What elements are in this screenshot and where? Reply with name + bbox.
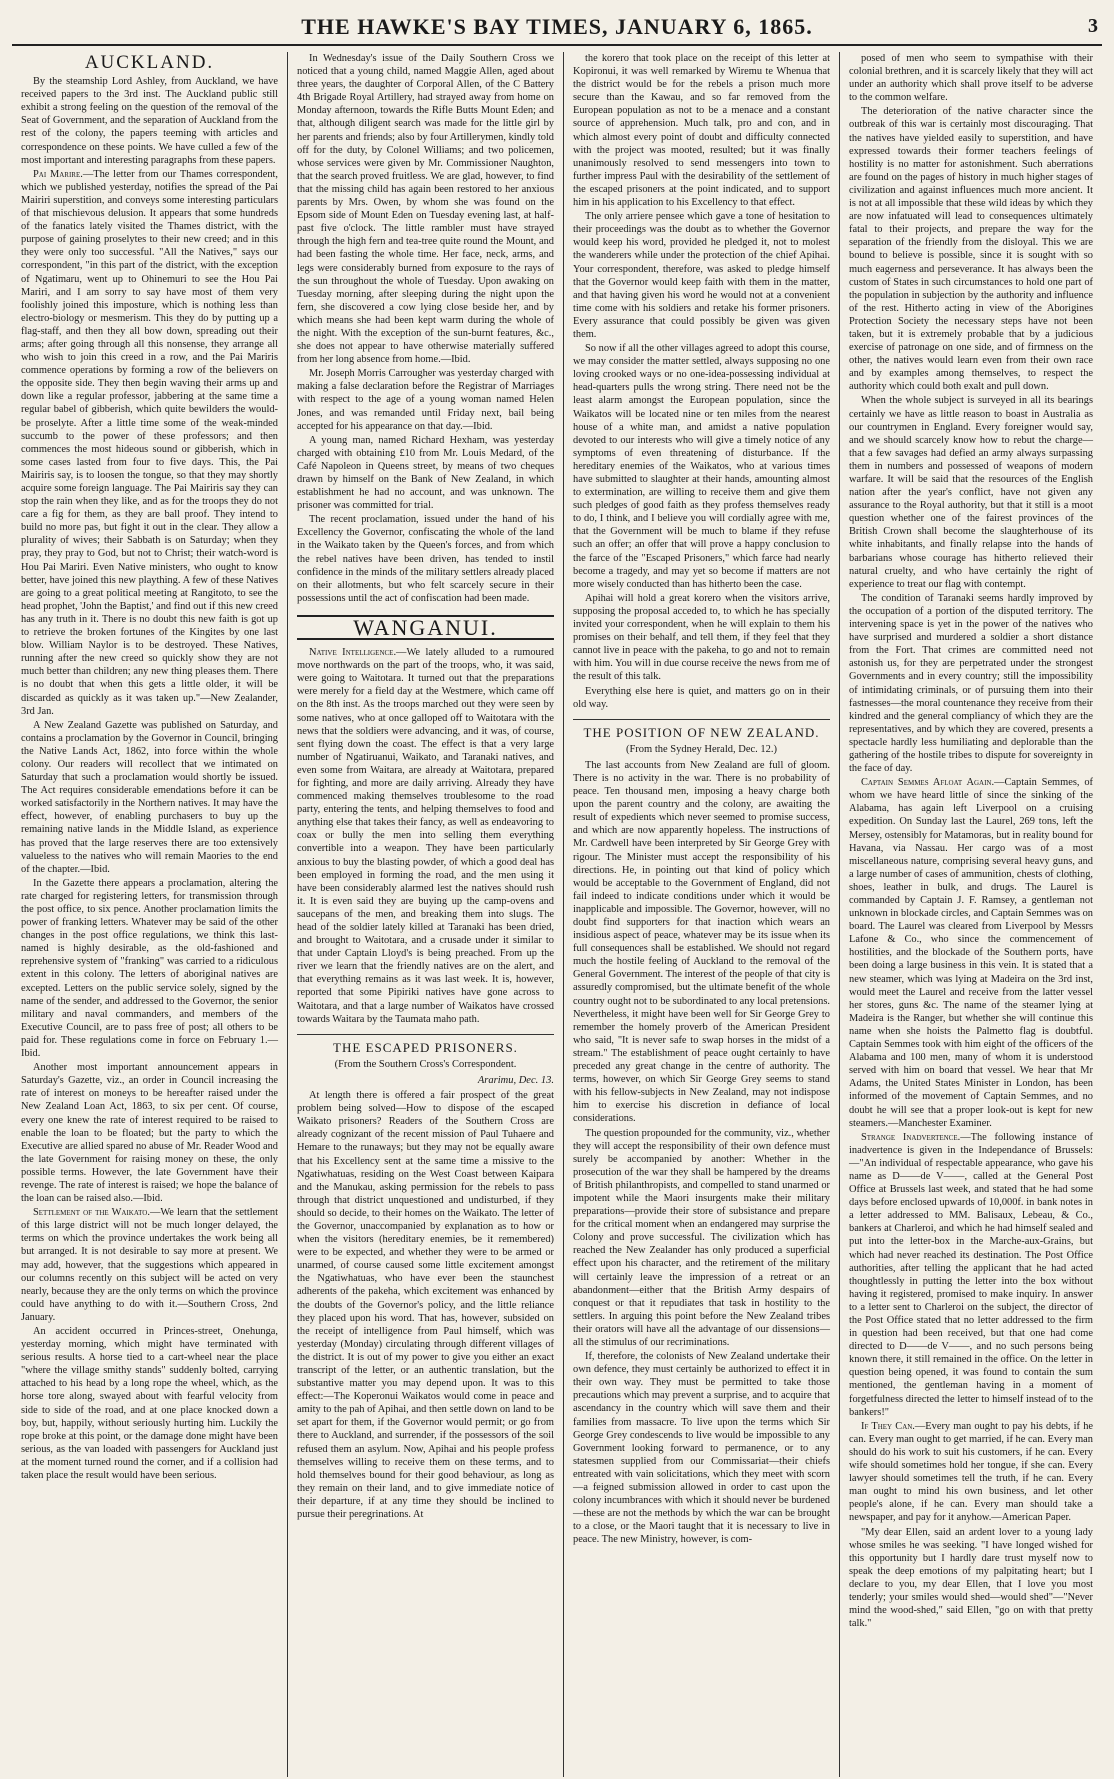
article-paragraph: So now if all the other villages agreed to adopt this course, we may consider the matter settled, always supposing no one loving crooked ways or no one-idea-possessing individual at head-quarters pulls the wrong string. There need not be the least alarm amongst the European population, since the Waikatos will be located nine or ten miles from the nearest house of a white man, and amidst a native population devoted to our interests who will give a timely notice of any symptoms of even threatening of disturbance. If the hereditary enemies of the Waikatos, who at various times have submitted to slaughter at their hands, amounting almost to extermination, are willing to receive them and give them such pledges of good faith as they profess themselves ready to do, I think, and I believe you will cordially agree with me, that the Government will be much to blame if they refuse such an offer; an offer that will prove a happy conclusion to the farce of the "Escaped Prisoners," which farce had nearly become a tragedy, and may yet so become if matters are not more wisely conducted than has hitherto been the case.: [573, 343, 830, 590]
paragraph-text: —We learn that the settlement of this large district will not be much longer delayed, the terms on which the province undertakes the work being all but arranged. It is not desirable to say more at present. We may add, however, that the suggestions which appeared in our columns recently on this subject will be acted on very nearly, because they are the only terms on which the province could have anything to do with it.—Southern Cross, 2nd January.: [21, 1207, 278, 1323]
article-paragraph: [849, 1420, 1093, 1525]
article-paragraph: At length there is offered a fair prospect of the great problem being solved—How to dispose of the escaped Waikato prisoners? Readers of the Southern Cross are already cognizant of the recent mission of Paul Tuhaere and Hemare to the runaways; but they may not be equally aware that his Excellency sent at the same time a missive to the Ngatiwhatuas, residing on the West Coast between Kaipara and the Manukau, asking permission for the rebels to pass through that district unquestioned and undisturbed, if they should so decide, to their homes on the Waikato. The letter of the Governor, unaccompanied by explanation as to how or when the visitors (hereditary enemies, be it remembered) were to be expected, and whether they were to be armed or unarmed, of course caused some little excitement amongst the Ngatiwhatuas, who have ever been the staunchest adherents of the pakeha, which excitement was enhanced by the doubts of the Governor's policy, and the little reliance they placed upon his word. That has, however, subsided on the receipt of intelligence from Paul himself, which was yesterday (Monday) circulating through different villages of the district. It is out of my power to give you either an exact transcript of the letter, or an authentic translation, but the substantive matter you may depend upon. It was to this effect:—The Koperonui Waikatos would come in peace and amity to the pah of Apihai, and then settle down on land to be set apart for them, if the Governor would permit; or go from there to Auckland, and surrender, if the possessors of the soil refused them an asylum. Now, Apihai and his people profess themselves willing to receive them on these terms, and to hold themselves bound for their good behaviour, as long as they remain on their land, and to give immediate notice of their departure, if at any time they should be inclined to pursue their peregrinations. At: [297, 1090, 554, 1521]
paragraph-lead: Captain Semmes Afloat Again.: [861, 777, 995, 789]
subheading-escaped-prisoners: THE ESCAPED PRISONERS.: [297, 1034, 554, 1054]
article-paragraph: Everything else here is quiet, and matters go on in their old way.: [573, 685, 830, 710]
column-1: [12, 52, 288, 1777]
article-paragraph: The recent proclamation, issued under the hand of his Excellency the Governor, confiscating the whole of the land in the Waikato taken by the Queen's forces, and from which the rebel natives have been driven, has tended to instil confidence in the minds of the military settlers already placed on their allotments, but who felt scarcely secure in their possessions until the act of confiscation had been made.: [297, 514, 554, 604]
column-2: [288, 52, 564, 1777]
paragraph-lead: Native Intelligence.: [309, 647, 397, 659]
paragraph-text: —We lately alluded to a rumoured move northwards on the part of the troops, who, it was said, were going to Waitotara. It turned out that the preparations were merely for a field day at the Westmere, which came off on the 8th inst. As the troops marched out they were seen by some natives, who at once galloped off to Waitotara with the news that the soldiers were advancing, and it was, of course, sent flying down the coast. The effect is that a very large number of Ngatiruanui, Waikato, and Taranaki natives, and even some from Waitara, are already at Waitotara, prepared for fighting, and more are daily arriving. Already they have commenced making themselves troublesome to the road party, entering the tents, and helping themselves to food and anything else that takes their fancy, as well as endeavoring to coax or bully the men into selling them everything convertible into a weapon. They have been particularly anxious to buy the blasting powder, of which a good deal has been employed in forming the road, and the men using it have been considerably alarmed lest the natives should rush it. It is even said they are buying up the camp-ovens and saucepans of the men, and breaking them into slugs. The head of the soldier lately killed at Taranaki has been dried, and brought to Waitotara, and a crusade under it similar to that under Captain Lloyd's is being preached. From up the river we learn that the friendly natives are on the alert, and that everything remains as it was last week. It is, however, reported that some Pipiriki natives have gone across to Waitotara, and that a large number of Waikatos have crossed towards Waitara by the Taumata maho path.: [297, 647, 554, 1025]
column-3: [564, 52, 840, 1777]
article-paragraph: In Wednesday's issue of the Daily Southern Cross we noticed that a young child, named Maggie Allen, aged about three years, the daughter of Corporal Allen, of the C Battery 4th Brigade Royal Artillery, had strayed away from home on Monday afternoon, towards the Rifle Butts Mount Eden; and that, although diligent search was made for the little girl by her parents and friends; also by four Artillerymen, kindly told off for the duty, by Colonel Williams; and two policemen, whose services were given by Mr. Commissioner Naughton, that the search proved fruitless. We are glad, however, to find that the missing child has again been restored to her anxious parents by Mrs. Owen, by whom she was found on the Epsom side of Mount Eden on Tuesday evening last, at half-past five o'clock. The little rambler must have strayed through the high fern and tea-tree quite round the Mount, and had been fasting the whole time. Her face, neck, arms, and legs were considerably burned from exposure to the rays of the sun throughout the whole of Tuesday. Upon awaking on Tuesday morning, after sleeping during the night upon the fern, she discovered a cow lying close beside her, and by which means she had been kept warm during the whole of the night. With the exception of the sun-burnt features, &c., she does not appear to have otherwise materially suffered from her long absence from home.—Ibid.: [297, 53, 554, 366]
article-paragraph: An accident occurred in Princes-street, Onehunga, yesterday morning, which might have terminated with serious results. A horse tied to a cart-wheel near the place "where the village smithy stands" suddenly bolted, carrying attached to his head by a long rope the wheel, which, as the horse tore along, swayed about with fearful velocity from side to side of the road, and at one place knocked down a boy, but, happily, without seriously hurting him. Luckily the rope broke at this point, or the damage done might have been serious, as the van loaded with passengers for Auckland just at the moment turned round the corner, and if a collision had taken place the result would have been serious.: [21, 1326, 278, 1482]
article-paragraph: If, therefore, the colonists of New Zealand undertake their own defence, they must certainly be authorized to effect it in their own way. They must be permitted to take those precautions which may prevent a surprise, and to acquire that ascendancy in the country which will save them and their families from massacre. To live upon the terms which Sir George Grey condescends to live would be impossible to any Government looking forward to permanence, or to any statesmen supplied from our Commissariat—their chiefs entreated with vain solicitations, which they meet with scorn—a feigned submission allowed in order to cast upon the colony incumbrances with which it should never be burdened—these are not the methods by which the war can be brought to a close, or the Maori taught that it is necessary to live in peace. The new Ministry, however, is com-: [573, 1351, 830, 1546]
paragraph-lead: Settlement of the Waikato.: [33, 1207, 150, 1219]
article-paragraph: posed of men who seem to sympathise with their colonial brethren, and it is scarcely likely that they will act under an authority which shall prove itself to be adverse to the common welfare.: [849, 53, 1093, 104]
article-paragraph: [21, 1206, 278, 1324]
article-paragraph: [849, 1131, 1093, 1419]
paragraph-lead: Pai Marire.: [33, 168, 83, 180]
source-line: (From the Southern Cross's Correspondent.: [334, 1058, 517, 1070]
article-paragraph: [21, 168, 278, 718]
paragraph-text: —Captain Semmes, of whom we have heard little of since the sinking of the Alabama, has again left Liverpool on a cruising expedition. On Sunday last the Laurel, 269 tons, left the Mersey, ostensibly for Matamoras, but in reality bound for Havana, via Nassau. Her cargo was of a most miscellaneous nature, comprising several heavy guns, and a large number of cases of ammunition, chests of clothing, shoes, leather in bulk, and drugs. The Laurel is commanded by Captain J. F. Ramsey, a gentleman not unknown in blockade circles, and Captain Semmes was on board. The Laurel was cleared from Liverpool by Messrs Lafone & Co., who since the commencement of hostilities, and the blockade of the Southern ports, have been doing a large business in this vein. It is stated that a new steamer, which was lying at Madeira on the 3rd inst, would meet the Laurel and receive from the latter vessel her stores, guns &c. The name of the steamer lying at Madeira is the Ranger, but whether she will continue this name when she hoists the Palmetto flag is doubtful. Captain Semmes took with him eight of the officers of the Alabama and 100 men, many of whom it is understood served with him on board that vessel. We hear that Mr Adams, the United States Minister in London, has been informed of the movement of Captain Semmes, and no doubt he will see that a proper look-out is kept for new steamers.—Manchester Examiner.: [849, 777, 1094, 1129]
article-paragraph: Mr. Joseph Morris Carrougher was yesterday charged with making a false declaration before the Registrar of Marriages with respect to the age of a young woman named Helen Jones, and was remanded until Friday next, bail being accepted for his appearance on that day.—Ibid.: [297, 368, 554, 432]
columns: [12, 52, 1102, 1777]
paragraph-lead: Strange Inadvertence.: [861, 1131, 961, 1143]
source-line: (From the Sydney Herald, Dec. 12.): [625, 743, 778, 755]
article-paragraph: By the steamship Lord Ashley, from Auckland, we have received papers to the 3rd inst. The Auckland public still exhibit a strong feeling on the question of the removal of the Seat of Government, and the separation of Auckland from the rest of the colony, the papers teeming with articles and correspondence on these points. We have culled a few of the most important and interesting paragraphs from these papers.: [21, 76, 278, 166]
paragraph-text: —Every man ought to pay his debts, if he can. Every man ought to get married, if he can. Every man should do his work to suit his customers, if he can. Every wife should sometimes hold her tongue, if she can. Every lawyer should sometimes tell the truth, if he can. Every man ought to mind his own business, and let other people's alone, if he can. Every man should take a newspaper, and pay for it anyhow.—American Paper.: [849, 1420, 1094, 1524]
article-paragraph: In the Gazette there appears a proclamation, altering the rate charged for registering letters, for transmission through the post office, to six pence. Another proclamation limits the power of franking letters. Whatever may be said of the other changes in the post office regulations, we think this last-named is highly desirable, as the old-fashioned and reprehensive system of "franking" was carried to a ridiculous extent in this colony. The letters of aboriginal natives are excepted. Letters on the public service solely, signed by the name of the sender, and addressed to the Governor, the senior military and naval commanders, and members of the Executive Council, are to pass free of post; all others to be paid for. These regulations come in force on February 1.—Ibid.: [21, 877, 278, 1060]
article-paragraph: The question propounded for the community, viz., whether they will accept the responsibility of their own defence must surely be accompanied by another: Whether in the prosecution of the war they shall be hampered by the dreams of British philanthropists, and compelled to stand unarmed or impotent while the Maori insurgents make their military preparations—provide their store of subsistance and prepare for the critical moment when an endangered may surprise the Colony and prove successful. The civilization which has reached the New Zealander has only produced a superficial effect upon his character, and the retirement of the military will certainly leave the impression of a retreat or an abandonment—either that the British Army despairs of conquest or that it repudiates that task in hostility to the settlers. In arguing this point before the New Zealand tribes their orators will have all the advantage of our dissensions—all the stimulus of our recriminations.: [573, 1127, 830, 1348]
article-paragraph: [297, 646, 554, 1026]
paragraph-text: —The letter from our Thames correspondent, which we published yesterday, notifies the spread of the Pai Mairiri superstition, and conveys some interesting particulars of that mischievous delusion. It appears that some hundreds of the fanatics lately visited the Thames district, with the purpose of gaining proselytes to their new creed; and in this they were only too successful. "All the Natives," says our correspondent, "in this part of the district, with the exception of Ngatimaru, went up to Ohinemuri to see the Hou Pai Mariri, and I am sorry to say have most of them very foolishly joined this imposture, which is nothing less than electro-biology or mesmerism. This they do by putting up a flag-staff, and then they all bow down, spreading out their arms; after going through all this nonsense, they arrange all who wish to join this creed in a row, and the Pai Mariris commence operations by forming a row of the believers on the opposite side. They then begin waving their arms up and down like a regular professor, jabbering at the same time a regular babel of gibberish, which quite bewilders the would-be proselyte. After a little time some of the weak-minded succumb to the power of these professors; and then commences the most hideous sound or gibberish, which in some cases lasted from four to five days. This, the Pai Mairiris say, is to loosen the tongue, so that they may shortly acquire some foreign language. The Pai Mairiris say they can stop the rain when they like, and as for the troops they do not care a fig for them, as they are ball proof. They intend to build no more pas, but fight it out in the clear. They allow a plurality of wives; their Sabbath is on Saturday; when they pray, they pray to God, but not to Christ; their watch-word is Hou Pai Mariri. Even Native ministers, who ought to know better, have joined this new plaything. A few of these Natives are going to a great political meeting at Rangitoto, to see the head prophet, 'John the Baptist,' and find out if this new creed has any truth in it. There is no doubt this new faith is got up to retrieve the broken fortunes of the Kingites by one last blow. William Naylor is to be destroyed. These Natives, running after the new creed so quickly show they are not much better than children; any new thing pleases them. There is no doubt that when this gets a little older, it will be discarded as quickly as it was taken up."—New Zealander, 3rd Jan.: [21, 168, 278, 717]
article-paragraph: The condition of Taranaki seems hardly improved by the occupation of a portion of the disputed territory. The intervening space is yet in the power of the natives who have surprised and murdered a soldier a short distance from the Fort. That crimes are committed need not astonish us, for they are perpetrated under the strongest Governments and in every country; still the impossibility of intimidating criminals, or of pursuing them into their fastnesses—the moral countenance they receive from their kindred and the general compliancy of which they are the representatives, and by which they are covered, presents a spectacle hardly less humiliating and deplorable than the gathering of the hostile tribes to dispute for sovereignty in the face of day.: [849, 592, 1093, 775]
article-paragraph: A New Zealand Gazette was published on Saturday, and contains a proclamation by the Governor in Council, bringing the Native Lands Act, 1862, into force within the whole colony. Our readers will recollect that we intimated on Saturday that such a proclamation would shortly be issued. The Act requires considerable emendations before it can be worked satisfactorily in the Northern natives. It may have the effect, however, of enabling purchasers to buy up the remaining native lands in the Middle Island, as experience has proved that the large reserves there are too extensively valueless to the natives who will remain Maories to the end of the chapter.—Ibid.: [21, 719, 278, 875]
article-paragraph: Another most important announcement appears in Saturday's Gazette, viz., an order in Council increasing the rate of interest on moneys to be hereafter raised under the New Zealand Loan Act, 1863, to six per cent. Of course, every one knew the rate of interest required to be raised to enable the loan to be floated; but the party to which the Executive are allied spared no abuse of Mr. Reader Wood and the late Government for raising money on these, the only possible terms. However, the late Government have their revenge. The rate of interest is raised; we hope the balance of the loan can be raised also.—Ibid.: [21, 1062, 278, 1205]
section-heading-wanganui: WANGANUI.: [297, 615, 554, 640]
newspaper-title: THE HAWKE'S BAY TIMES, JANUARY 6, 1865.: [301, 14, 813, 39]
masthead: [12, 10, 1102, 46]
section-heading-auckland: AUCKLAND.: [84, 52, 215, 73]
paragraph-text: —The following instance of inadvertence is given in the Independance of Brussels:—"An individual of respectable appearance, who gave his name as D——de V——, called at the General Post Office at Brussels last week, and stated that he had some days before enclosed upwards of 10,000f. in bank notes in a letter addressed to MM. Balisaux, Lebeau, & Co., bankers at Charleroi, and which he had himself sealed and put into the letter-box in the Marche-aux-Grains, but which had never reached its destination. The Post Office authorities, after telling the applicant that he had acted thoughtlessly in putting the letter into the box without having it registered, promised to make inquiry. In answer to a letter sent to Charleroi on the subject, the director of the Post Office stated that no letter addressed to the firm in question had been received, but that one had come directed to D——de V——, and no such persons being known there, it still remained in the office. On the letter in question being opened, it was found to contain the sum mentioned, the gentleman having in a moment of forgetfulness directed the letter to himself instead of to the bankers!": [849, 1131, 1093, 1418]
dateline: Ararimu, Dec. 13.: [477, 1074, 554, 1086]
article-paragraph: Apihai will hold a great korero when the visitors arrive, supposing the proposal acceded to, to which he has specially invited your correspondent, when he will explain to them his promises on their behalf, and tell them, if they feel that they cannot live in peace with the pakeha, to go and not to remain with him. You will in due course receive the news from me of the result of this talk.: [573, 592, 830, 683]
article-paragraph: the korero that took place on the receipt of this letter at Kopironui, it was well remarked by Wiremu te Whenua that the district would be for the rebels a prison much more secure than the Kawau, and so far removed from the European population as not to be a menace and a constant source of apprehension. Much talk, pro and con, and in which almost every point of doubt and difficulty connected with the project was mooted, resulted; but it was finally unanimously resolved to send messengers into town to further impress Paul with the desirability of the settlement of the escaped prisoners at the point indicated, and to support him in his application to his Excellency to that effect.: [573, 53, 830, 209]
article-paragraph: The deterioration of the native character since the outbreak of this war is certainly most discouraging. That the natives have yielded easily to superstition, and have expressed towards their former teachers feelings of hostility is no matter for astonishment. Such aberrations are found on the pages of history in much higher stages of civilization and against influences much more ancient. It is not at all impossible that these wild ideas by which they are now infatuated will lead to consequences ultimately fatal to their projects, and prepare the way for the separation of the friendly from the disloyal. This we are bound to believe is possible, since it is sought with so much eagerness and perseverance. It has always been the custom of States in such circumstances to hold one part of the population in subjection by the authority and influence of the rest. Hitherto acting in view of the Aborigines Protection Society the necessary steps have not been taken, but it is extremely probable that by a judicious exercise of patronage on one side, and of firmness on the other, the natives would learn even from their own race and by examples among themselves, to respect the authority which could both exalt and pull down.: [849, 106, 1093, 393]
subheading-position-nz: THE POSITION OF NEW ZEALAND.: [573, 719, 830, 739]
column-4: [840, 52, 1102, 1777]
article-paragraph: The only arriere pensee which gave a tone of hesitation to their proceedings was the doubt as to whether the Governor would keep his word, provided he pledged it, not to molest the wanderers while under the protection of the chief Apihai. Your correspondent, therefore, was asked to pledge himself that the Governor would keep faith with them in the matter, and that having given his word he would not at a convenient time come with his soldiers and retake his former prisoners. Every assurance that could possibly be given was given them.: [573, 211, 830, 340]
page-number: 3: [1088, 15, 1098, 37]
article-paragraph: [849, 776, 1093, 1130]
article-paragraph: "My dear Ellen, said an ardent lover to a young lady whose smiles he was seeking. "I have longed wished for this opportunity but I hardly dare trust myself now to speak the deep emotions of my palpitating heart; but I declare to you, my dear Ellen, that I love you most tenderly; your smiles would shed—would shed"—"Never mind the wood-shed," said Ellen, "go on with that pretty talk.": [849, 1526, 1093, 1630]
article-paragraph: When the whole subject is surveyed in all its bearings certainly we have as little reason to boast in Australia as our countrymen in England. Every foreigner would say, and we should scarcely know how to rebut the charge—that a few savages had defied an army always surpassing them in numbers and possessed of weapons of modern warfare. It will be said that the resources of the English nation after the year's conflict, have not given any assurance to the Royal authority, but that it still is a moot question whether one of the fairest provinces of the British Crown shall become the slaughterhouse of its white inhabitants, and finally relapse into the hands of barbarians whose courage has hitherto relieved their natural cruelty, and who have certainly the right of experience to treat our flag with contempt.: [849, 395, 1093, 590]
paragraph-lead: If They Can.: [861, 1420, 915, 1432]
article-paragraph: A young man, named Richard Hexham, was yesterday charged with obtaining £10 from Mr. Louis Medard, of the Café Napoleon in Queens street, by means of two cheques drawn by himself on the Bank of New Zealand, in which establishment he had no account, and was unknown. The prisoner was committed for trial.: [297, 434, 554, 512]
article-paragraph: The last accounts from New Zealand are full of gloom. There is no activity in the war. There is no probability of peace. Ten thousand men, imposing a heavy charge both upon the parent country and the colony, are awaiting the result of expedients which never seemed to promise success, and which are now apparently hopeless. The instructions of Mr. Cardwell have been interpreted by Sir George Grey with rigour. The Minister must accept the responsibility of his directions. He, in pointing out that kind of policy which would be acceptable to the Government of England, did not fail indeed to indicate conditions under which it would be inapplicable and impossible. The Governor, however, will no doubt find supporters for that inaction which wears an insidious aspect of peace, whatever may be its issue when its full consequences shall be established. We should not regard much the hostile feeling of Auckland to the removal of the General Government. The interest of the people of that city is assuredly compromised, but the ultimate benefit of the whole country ought not to be subordinated to any local pretensions. Nevertheless, it might have been well for Sir George Grey to remember the homely proverb of the American President who said, "It is never safe to swap horses in the midst of a stream." The establishment of peace ought certainly to have preceded any great change in the centre of authority. The terms, however, on which Sir George Grey seems to stand with his fellow-subjects in New Zealand, may not indispose him to exercise his discretion in defiance of local considerations.: [573, 759, 830, 1125]
